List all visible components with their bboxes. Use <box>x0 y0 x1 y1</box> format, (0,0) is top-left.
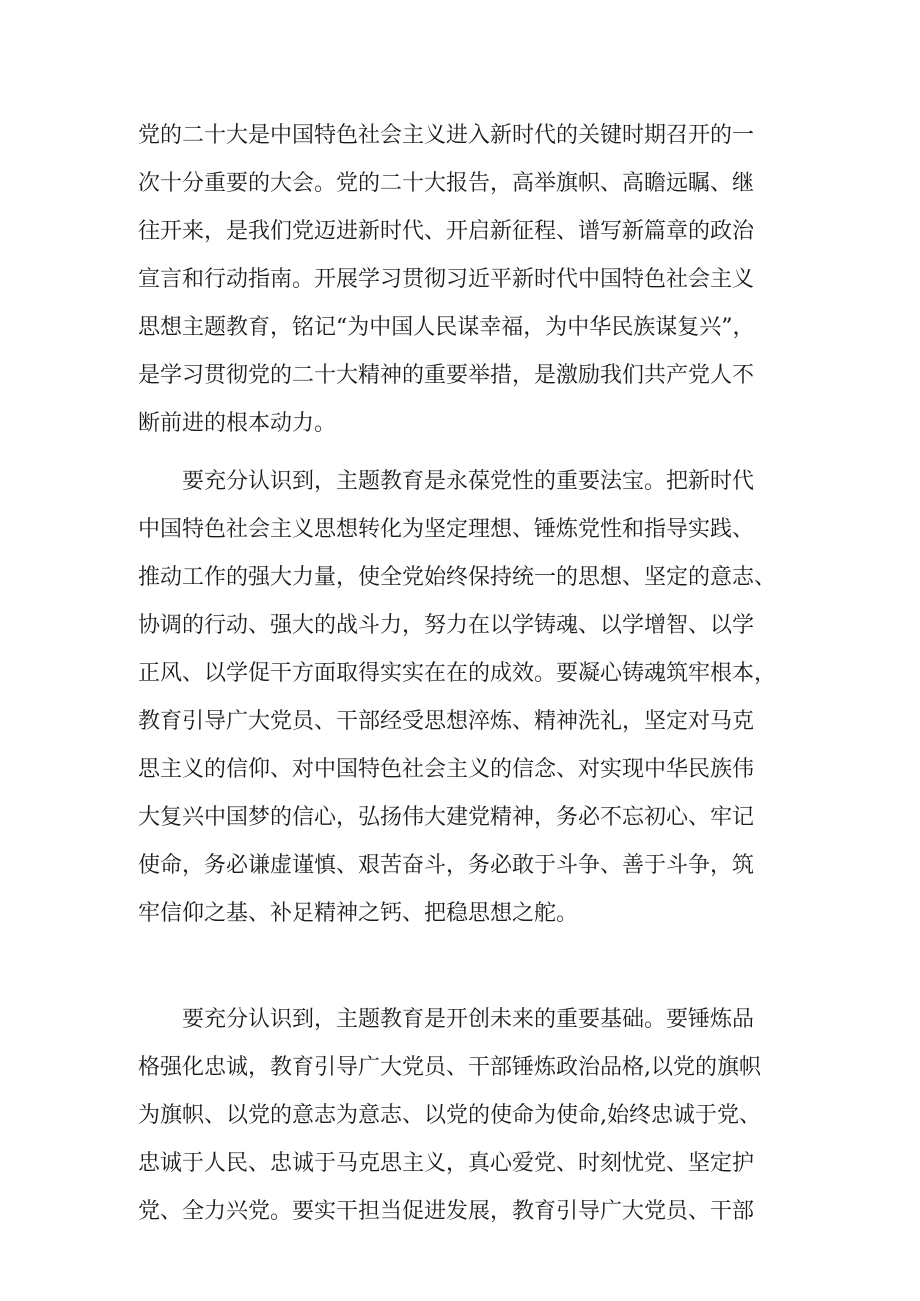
text-line: 党、全力兴党。要实干担当促进发展，教育引导广大党员、干部 <box>138 1199 755 1224</box>
text-line: 牢信仰之基、补足精神之钙、把稳思想之舵。 <box>138 901 579 926</box>
text-line: 往开来，是我们党迈进新时代、开启新征程、谱写新篇章的政治 <box>138 219 755 244</box>
text-line: 是学习贯彻党的二十大精神的重要举措，是激励我们共产党人不 <box>138 363 755 388</box>
text-line: 宣言和行动指南。开展学习贯彻习近平新时代中国特色社会主义 <box>138 267 755 292</box>
text-line: 大复兴中国梦的信心，弘扬伟大建党精神，务必不忘初心、牢记 <box>138 805 755 830</box>
paragraph-spacer <box>138 448 798 458</box>
paragraph-2 <box>138 458 798 986</box>
text-line: 忠诚于人民、忠诚于马克思主义，真心爱党、时刻忧党、坚定护 <box>138 1151 755 1176</box>
text-line: 使命，务必谦虚谨慎、艰苦奋斗，务必敢于斗争、善于斗争，筑 <box>138 853 755 878</box>
text-line: 断前进的根本动力。 <box>138 411 337 436</box>
document-body <box>138 112 798 1236</box>
text-line: 次十分重要的大会。党的二十大报告，高举旗帜、高瞻远瞩、继 <box>138 171 755 196</box>
text-line: 思想主题教育，铭记“为中国人民谋幸福，为中华民族谋复兴”， <box>138 315 755 340</box>
text-line: 要充分认识到，主题教育是开创未来的重要基础。要锤炼品 <box>138 1007 755 1032</box>
text-line: 党的二十大是中国特色社会主义进入新时代的关键时期召开的一 <box>138 123 755 148</box>
text-line: 格强化忠诚，教育引导广大党员、干部锤炼政治品格,以党的旗帜 <box>138 1055 761 1080</box>
text-line: 正风、以学促干方面取得实实在在的成效。要凝心铸魂筑牢根本， <box>138 661 777 686</box>
text-line: 要充分认识到，主题教育是永葆党性的重要法宝。把新时代 <box>138 469 755 494</box>
text-line: 教育引导广大党员、干部经受思想淬炼、精神洗礼，坚定对马克 <box>138 709 755 734</box>
paragraph-3 <box>138 996 798 1236</box>
text-line: 推动工作的强大力量，使全党始终保持统一的思想、坚定的意志、 <box>138 565 777 590</box>
paragraph-1 <box>138 112 798 448</box>
text-line <box>138 938 798 986</box>
text-line: 为旗帜、以党的意志为意志、以党的使命为使命,始终忠诚于党、 <box>138 1103 761 1128</box>
text-line: 思主义的信仰、对中国特色社会主义的信念、对实现中华民族伟 <box>138 757 755 782</box>
text-line: 协调的行动、强大的战斗力，努力在以学铸魂、以学增智、以学 <box>138 613 755 638</box>
text-line: 中国特色社会主义思想转化为坚定理想、锤炼党性和指导实践、 <box>138 517 755 542</box>
paragraph-spacer <box>138 986 798 996</box>
